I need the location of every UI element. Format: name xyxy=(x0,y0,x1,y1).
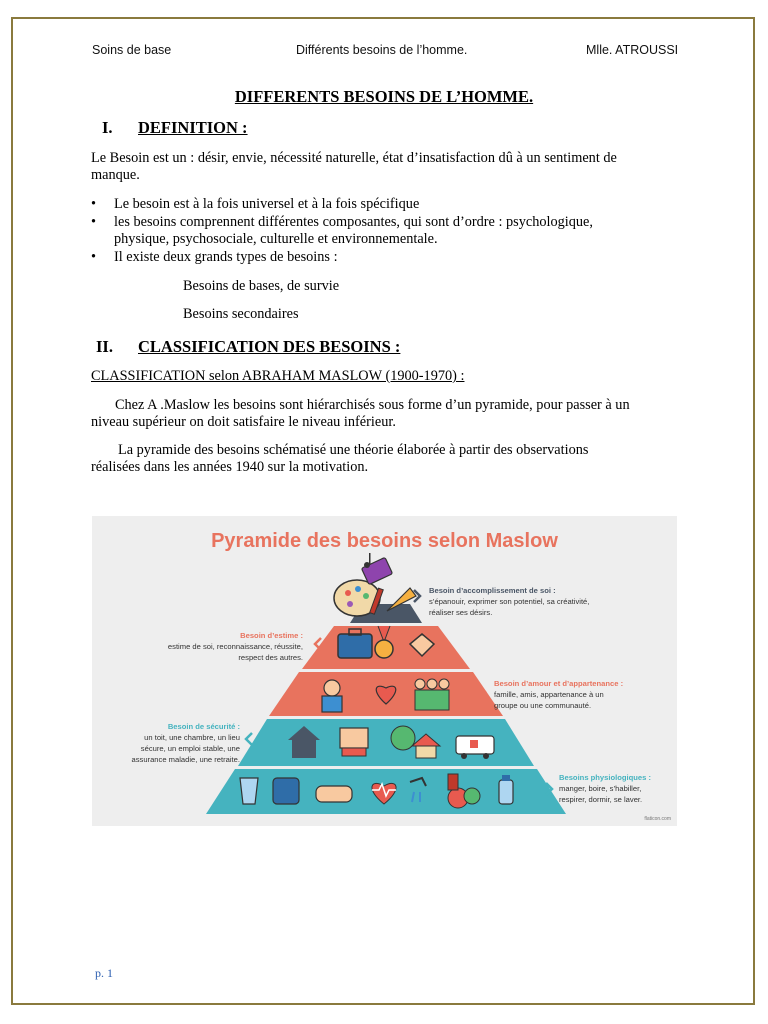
bullet-icon: • xyxy=(91,196,97,212)
bullet-line: Le besoin est à la fois universel et à la fois spécifique xyxy=(114,196,420,212)
bullet-line: physique, psychosociale, culturelle et environnementale. xyxy=(114,231,438,247)
piano-icon xyxy=(361,557,392,584)
label-line: famille, amis, appartenance à un xyxy=(494,690,604,699)
bullet-icon: • xyxy=(91,249,97,265)
header-topic: Différents besoins de l’homme. xyxy=(296,43,468,57)
chevron-left-icon xyxy=(246,733,252,745)
jacket-icon xyxy=(273,778,299,804)
section-2-title: CLASSIFICATION DES BESOINS : xyxy=(138,337,401,356)
label-safety xyxy=(92,721,240,765)
label-heading: Besoin d’accomplissement de soi : xyxy=(429,586,556,595)
label-heading: Besoins physiologiques : xyxy=(559,773,651,782)
label-line: réaliser ses désirs. xyxy=(429,608,493,617)
classification-heading: CLASSIFICATION selon ABRAHAM MASLOW (1900-1970) : xyxy=(91,368,465,384)
needs-type-basic: Besoins de bases, de survie xyxy=(183,278,340,294)
label-heading: Besoin d’estime : xyxy=(240,631,303,640)
definition-line: Le Besoin est un : désir, envie, nécessité naturelle, état d’insatisfaction dû à un sentiment de xyxy=(91,150,617,166)
bedroom-icon xyxy=(340,728,368,756)
needs-type-secondary: Besoins secondaires xyxy=(183,306,299,322)
label-physiological xyxy=(559,772,651,805)
label-line: un toit, une chambre, un lieu xyxy=(144,733,240,742)
worker-icon xyxy=(322,680,342,712)
label-line: sécure, un emploi stable, une xyxy=(140,744,240,753)
label-heading: Besoin de sécurité : xyxy=(167,722,240,731)
label-esteem xyxy=(122,630,303,663)
page-number: p. 1 xyxy=(95,966,113,980)
paragraph-line: niveau supérieur on doit satisfaire le niveau inférieur. xyxy=(91,414,396,430)
maslow-pyramid-figure xyxy=(92,516,677,826)
briefcase-icon xyxy=(338,629,372,658)
label-line: estime de soi, reconnaissance, réussite, xyxy=(167,642,303,651)
image-credit: flaticon.com xyxy=(644,816,671,822)
definition-line: manque. xyxy=(91,167,140,183)
label-self-actualization xyxy=(429,585,589,618)
document-title: DIFFERENTS BESOINS DE L’HOMME. xyxy=(234,87,534,106)
figure-title: Pyramide des besoins selon Maslow xyxy=(211,530,558,552)
label-line: manger, boire, s’habiller, xyxy=(559,784,642,793)
bullet-line: les besoins comprennent différentes composantes, qui sont d’ordre : psychologique, xyxy=(114,214,593,230)
water-glass-icon xyxy=(240,778,258,804)
maslow-paragraph xyxy=(91,397,701,431)
bathtub-icon xyxy=(316,786,352,802)
label-line: assurance maladie, une retraite. xyxy=(131,755,240,764)
bullet-icon: • xyxy=(91,214,97,230)
label-heading: Besoin d’amour et d’appartenance : xyxy=(494,679,624,688)
section-2-number: II. xyxy=(96,337,113,356)
paragraph-line: réalisées dans les années 1940 sur la motivation. xyxy=(91,459,369,475)
paragraph-line: Chez A .Maslow les besoins sont hiérarchisés sous forme d’un pyramide, pour passer à un xyxy=(115,397,630,413)
label-line: groupe ou une communauté. xyxy=(494,701,592,710)
paragraph-line: La pyramide des besoins schématisé une théorie élaborée à partir des observations xyxy=(118,442,589,458)
header-author: Mlle. ATROUSSI xyxy=(586,43,679,57)
definition-paragraph xyxy=(91,150,691,184)
section-1-number: I. xyxy=(102,118,113,137)
label-line: s’épanouir, exprimer son potentiel, sa créativité, xyxy=(429,597,590,606)
header-course: Soins de base xyxy=(92,43,172,57)
label-line: respect des autres. xyxy=(238,653,303,662)
chevron-left-icon xyxy=(315,638,321,650)
section-1-title: DEFINITION : xyxy=(138,118,248,137)
bullet-line: Il existe deux grands types de besoins : xyxy=(114,249,338,265)
music-note-icon xyxy=(364,553,371,568)
family-icon xyxy=(415,679,449,710)
label-line: respirer, dormir, se laver. xyxy=(559,795,643,804)
label-love-belonging xyxy=(494,678,623,711)
pyramid-paragraph xyxy=(91,442,691,476)
